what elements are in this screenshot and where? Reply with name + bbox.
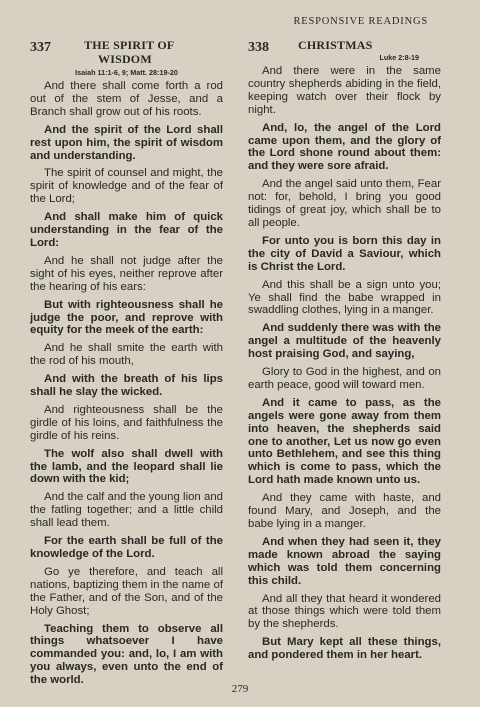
- verse: And they came with haste, and found Mary, and Joseph, and the babe lying in a manger.: [248, 492, 441, 530]
- reading-title-line2: WISDOM: [98, 52, 152, 66]
- verse: And there were in the same country shepherds abiding in the field, keeping watch over their flock by night.: [248, 65, 441, 116]
- verse: And righteousness shall be the girdle of his loins, and faithfulness the girdle of his reins.: [30, 403, 223, 442]
- verse: For unto you is born this day in the city of David a Saviour, which is Christ the Lord.: [248, 234, 441, 273]
- verse: But Mary kept all these things, and pondered them in her heart.: [248, 636, 441, 662]
- page-number: 279: [231, 683, 249, 695]
- verse: The spirit of counsel and might, the spirit of knowledge and of the fear of the Lord;: [30, 167, 223, 206]
- verse: And the spirit of the Lord shall rest upon him, the spirit of wisdom and understanding.: [30, 123, 223, 162]
- reading-338: [248, 38, 441, 667]
- verse: And when they had seen it, they made known abroad the saying which was told them concerning this child.: [248, 535, 441, 587]
- verse: And the angel said unto them, Fear not: for, behold, I bring you good tidings of great joy, which shall be to all people.: [248, 178, 441, 229]
- verse: And suddenly there was with the angel a multitude of the heavenly host praising God, and saying,: [248, 322, 441, 361]
- reading-number: 337: [30, 40, 51, 55]
- scripture-reference: Isaiah 11:1-6, 9; Matt. 28:19-20: [75, 68, 178, 77]
- reading-title: CHRISTMAS: [298, 38, 373, 52]
- verse: For the earth shall be full of the knowledge of the Lord.: [30, 535, 223, 560]
- verse: And he shall not judge after the sight of his eyes, neither reprove after the hearing of his ears:: [30, 254, 223, 293]
- reading-title-line1: THE SPIRIT OF: [84, 38, 175, 52]
- verse: But with righteousness shall he judge the poor, and reprove with equity for the meek of the earth:: [30, 298, 223, 337]
- verse: Glory to God in the highest, and on earth peace, good will toward men.: [248, 366, 441, 391]
- verse: The wolf also shall dwell with the lamb, and the leopard shall lie down with the kid;: [30, 447, 223, 486]
- reading-title: [84, 38, 223, 66]
- verse-list: [30, 80, 223, 687]
- verse: And shall make him of quick understanding in the fear of the Lord:: [30, 211, 223, 249]
- verse: And all they that heard it wondered at those things which were told them by the shepherds.: [248, 592, 441, 631]
- verse: And there shall come forth a rod out of the stem of Jesse, and a Branch shall grow out of his roots.: [30, 80, 223, 118]
- reading-number: 338: [248, 40, 269, 55]
- verse: And he shall smite the earth with the rod of his mouth,: [30, 342, 223, 368]
- verse: And it came to pass, as the angels were gone away from them into heaven, the shepherds said one to another, Let us now go even unto Bethlehem, and see this thing which is come to pass, which the Lord hath made known unto us.: [248, 396, 441, 487]
- verse: And with the breath of his lips shall he slay the wicked.: [30, 373, 223, 399]
- verse-list: [248, 65, 441, 662]
- running-head: RESPONSIVE READINGS: [293, 16, 428, 27]
- verse: Teaching them to observe all things whatsoever I have commanded you: and, lo, I am with you always, even unto the end of the world.: [30, 622, 223, 687]
- scripture-reference: Luke 2:8-19: [379, 53, 419, 62]
- verse: And, lo, the angel of the Lord came upon them, and the glory of the Lord shone round about them: and they were sore afraid.: [248, 121, 441, 173]
- verse: Go ye therefore, and teach all nations, baptizing them in the name of the Father, and of the Son, and of the Holy Ghost;: [30, 565, 223, 617]
- verse: And the calf and the young lion and the fatling together; and a little child shall lead them.: [30, 491, 223, 530]
- verse: And this shall be a sign unto you; Ye shall find the babe wrapped in swaddling clothes, lying in a manger.: [248, 278, 441, 317]
- reading-337: [30, 38, 223, 692]
